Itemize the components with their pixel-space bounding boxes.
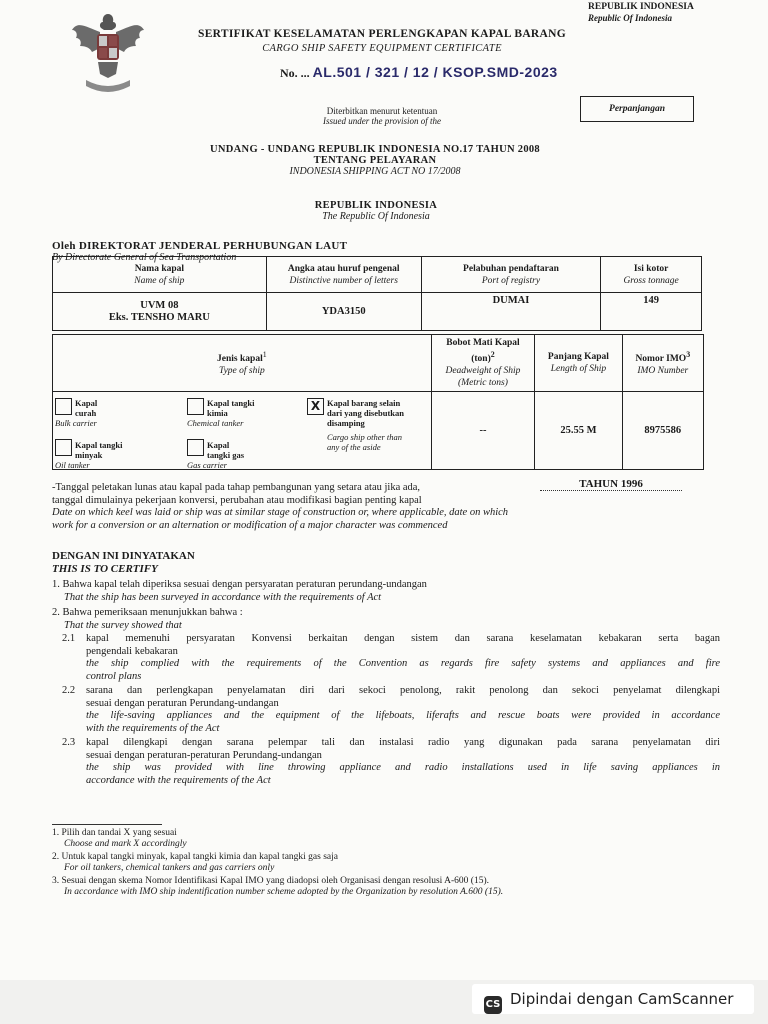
certificate-number-label: No. ... bbox=[280, 66, 310, 80]
act-line-1: UNDANG - UNDANG REPUBLIK INDONESIA NO.17 TAHUN 2008 bbox=[210, 144, 540, 155]
certificate-title: SERTIFIKAT KESELAMATAN PERLENGKAPAN KAPAL BARANG bbox=[198, 28, 566, 40]
country-header bbox=[588, 2, 694, 24]
certify-point-2: 2. Bahwa pemeriksaan menunjukkan bahwa : bbox=[52, 607, 243, 618]
imo-header: Nomor IMO$^3$ IMO Number bbox=[622, 335, 703, 392]
keel-line-2-id: tanggal dimulainya pekerjaan konversi, perubahan atau modifikasi bagian penting kapal bbox=[52, 494, 422, 506]
option-gas-carrier: Kapal tangki gas Gas carrier bbox=[187, 440, 245, 471]
distinctive-value: YDA3150 bbox=[266, 293, 421, 331]
gas-carrier-checkbox[interactable] bbox=[187, 439, 204, 456]
issued-under-id: Diterbitkan menurut ketentuan bbox=[326, 106, 438, 116]
certify-point-1-en: That the ship has been surveyed in accordance with the requirements of Act bbox=[64, 591, 382, 603]
length-header: Panjang Kapal Length of Ship bbox=[535, 335, 622, 392]
ship-particulars-table bbox=[52, 256, 702, 331]
camscanner-text: Dipindai dengan CamScanner bbox=[510, 990, 734, 1008]
camscanner-logo-icon: CS bbox=[484, 996, 502, 1014]
footnotes bbox=[52, 828, 722, 898]
port-value: DUMAI bbox=[421, 293, 601, 331]
ship-type-header: Jenis kapal$^1$ Type of ship bbox=[53, 335, 432, 392]
ship-name-header: Nama kapal Name of ship bbox=[53, 257, 267, 293]
oil-tanker-checkbox[interactable] bbox=[55, 439, 72, 456]
option-oil-tanker: Kapal tangki minyak Oil tanker bbox=[55, 440, 123, 471]
option-bulk-carrier: Kapal curah Bulk carrier bbox=[55, 398, 98, 429]
certificate-title-en: CARGO SHIP SAFETY EQUIPMENT CERTIFICATE bbox=[262, 43, 502, 54]
footnote-1: 1. Pilih dan tandai X yang sesuai bbox=[52, 828, 177, 838]
act-reference bbox=[190, 144, 560, 177]
other-cargo-ship-checkbox[interactable]: X bbox=[307, 398, 324, 415]
bulk-carrier-checkbox[interactable] bbox=[55, 398, 72, 415]
ship-type-options bbox=[53, 392, 432, 470]
footnote-2-en: For oil tankers, chemical tankers and gas carriers only bbox=[64, 863, 275, 873]
republic-id: REPUBLIK INDONESIA bbox=[314, 200, 438, 211]
republic-block bbox=[276, 200, 476, 222]
chemical-tanker-checkbox[interactable] bbox=[187, 398, 204, 415]
clause-2-1: 2.1 kapal memenuhi persyaratan Konvensi berkaitan dengan sistem dan sarana keselamatan kebakaran serta bagan pengendali kebakaran the ship complied with the requirements of the Convention as regards fire safety systems and appliances and fire control plans bbox=[62, 633, 720, 682]
certify-section bbox=[52, 550, 720, 787]
certify-heading-en: THIS IS TO CERTIFY bbox=[52, 562, 158, 575]
certify-heading: DENGAN INI DINYATAKAN bbox=[52, 550, 195, 562]
option-other-cargo-ship: X Kapal barang selain dari yang disebutkan disamping Cargo ship other than any of the aside bbox=[307, 398, 404, 452]
clause-2-3: 2.3 kapal dilengkapi dengan sarana pelempar tali dan instalasi radio yang digunakan pada sarana penyelamatan diri sesuai dengan peraturan-peraturan Perundang-undangan the ship was provided with line throwing appliance and radio installations used in life saving appliances in accordance with the requirements of the Act bbox=[62, 737, 720, 786]
keel-line-1-en: Date on which keel was laid or ship was at similar stage of construction or, where applicable, date on which bbox=[52, 507, 509, 518]
footnote-1-en: Choose and mark X accordingly bbox=[64, 839, 187, 849]
renewal-box: Perpanjangan bbox=[580, 96, 694, 122]
issued-under bbox=[282, 106, 482, 126]
issuer-id: Oleh DIREKTORAT JENDERAL PERHUBUNGAN LAUT bbox=[52, 240, 348, 252]
certify-point-2-en: That the survey showed that bbox=[64, 619, 182, 631]
port-header: Pelabuhan pendaftaran Port of registry bbox=[421, 257, 601, 293]
garuda-emblem-icon bbox=[70, 8, 146, 98]
act-line-2: TENTANG PELAYARAN bbox=[313, 155, 437, 166]
footnote-divider bbox=[52, 824, 162, 825]
keel-laid-section bbox=[52, 482, 612, 532]
clause-2-2: 2.2 sarana dan perlengkapan penyelamatan diri dari sekoci penolong, rakit penolong dan sekoci penyelamat dilengkapi sesuai dengan peraturan Perundang-undangan the life-saving appliances and the equipment of the lifeboats, liferafts and rescue boats were provided in accordance with the requirements of the Act bbox=[62, 685, 720, 734]
republic-en: The Republic Of Indonesia bbox=[322, 211, 430, 222]
certificate-number-value: AL.501 / 321 / 12 / KSOP.SMD-2023 bbox=[312, 64, 558, 80]
camscanner-watermark bbox=[472, 984, 754, 1014]
imo-value: 8975586 bbox=[622, 392, 703, 470]
footnote-3: 3. Sesuai dengan skema Nomor Identifikasi Kapal IMO yang diadopsi oleh Organisasi dengan resolusi A-600 (15). bbox=[52, 876, 489, 886]
act-line-3: INDONESIA SHIPPING ACT NO 17/2008 bbox=[289, 166, 461, 177]
keel-year: TAHUN 1996 bbox=[540, 478, 682, 491]
gross-tonnage-header: Isi kotor Gross tonnage bbox=[601, 257, 702, 293]
issuer-en: By Directorate General of Sea Transportation bbox=[52, 252, 237, 263]
length-value: 25.55 M bbox=[535, 392, 622, 470]
footnote-3-en: In accordance with IMO ship indentification number scheme adopted by the Organization by resolution A.600 (15). bbox=[64, 887, 504, 897]
deadweight-value: -- bbox=[431, 392, 534, 470]
ship-type-table bbox=[52, 334, 704, 470]
option-chemical-tanker: Kapal tangki kimia Chemical tanker bbox=[187, 398, 255, 429]
country-line-2: Republic Of Indonesia bbox=[588, 13, 673, 23]
footnote-2: 2. Untuk kapal tangki minyak, kapal tangki kimia dan kapal tangki gas saja bbox=[52, 852, 338, 862]
distinctive-header: Angka atau huruf pengenal Distinctive number of letters bbox=[266, 257, 421, 293]
certify-point-1: 1. Bahwa kapal telah diperiksa sesuai dengan persyaratan peraturan perundang-undangan bbox=[52, 579, 427, 590]
certificate-number bbox=[280, 64, 558, 81]
keel-line-1-id: -Tanggal peletakan lunas atau kapal pada tahap pembangunan yang setara atau jika ada, bbox=[52, 482, 421, 493]
deadweight-header: Bobot Mati Kapal (ton)$^2$ Deadweight of Ship (Metric tons) bbox=[431, 335, 534, 392]
country-line-1: REPUBLIK INDONESIA bbox=[588, 2, 694, 12]
issued-under-en: Issued under the provision of the bbox=[323, 116, 441, 126]
ship-name-value: UVM 08 Eks. TENSHO MARU bbox=[53, 293, 267, 331]
keel-line-2-en: work for a conversion or an alternation or modification of a major character was commenced bbox=[52, 519, 448, 531]
gross-tonnage-value: 149 bbox=[601, 293, 702, 331]
